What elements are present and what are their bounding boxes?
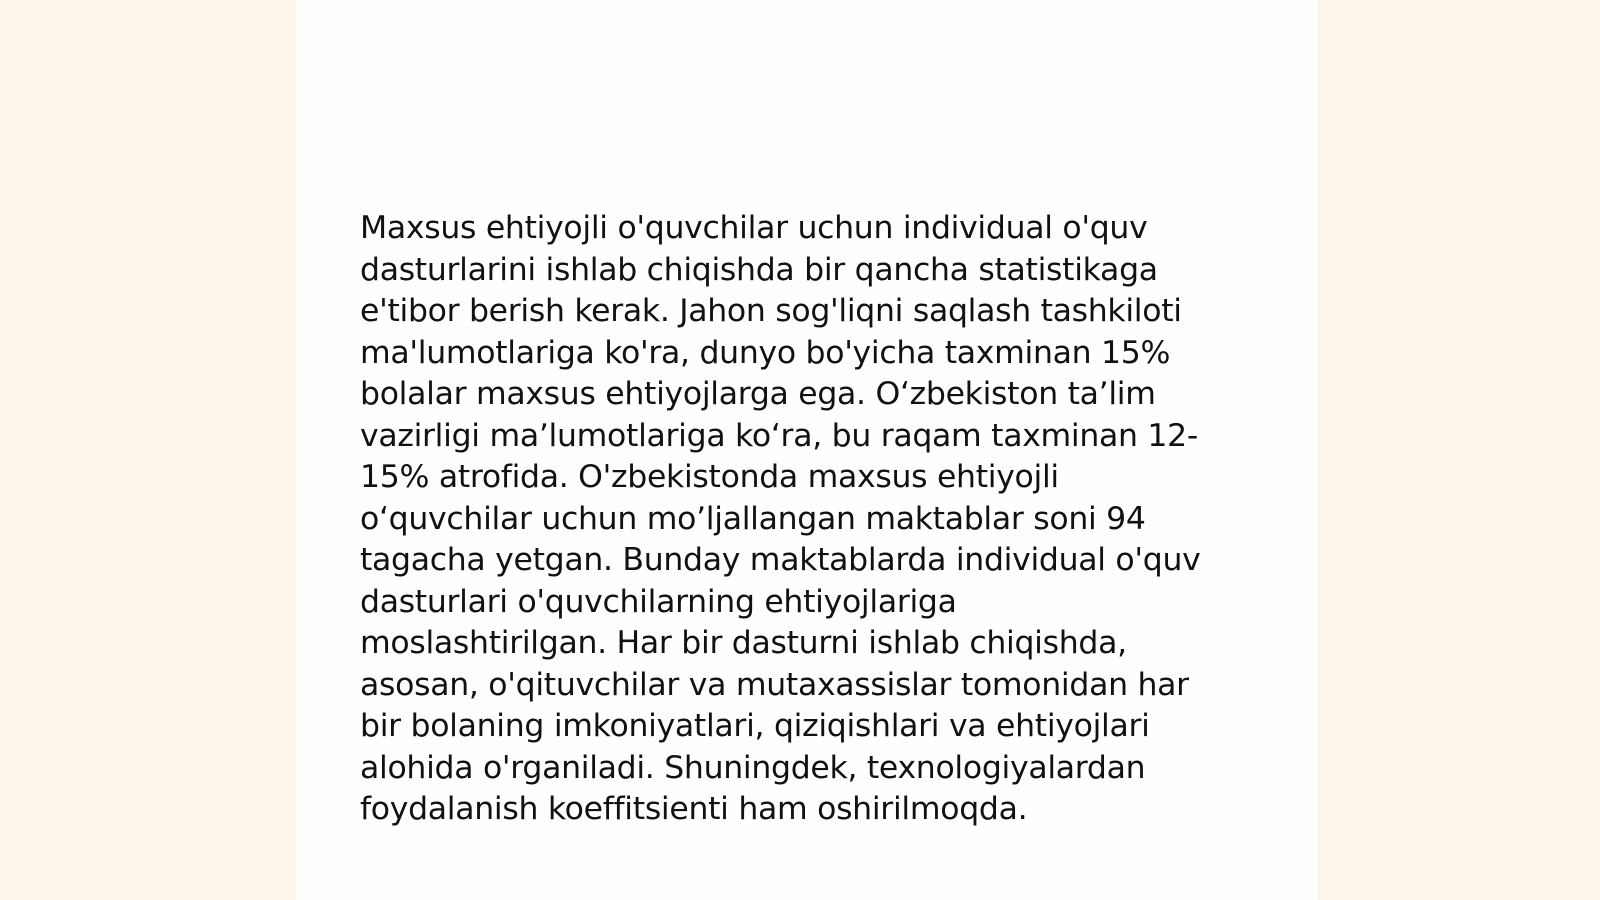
text-line: ma'lumotlariga ko'ra, dunyo bo'yicha taxminan 15% xyxy=(360,334,1171,371)
text-line: alohida o'rganiladi. Shuningdek, texnologiyalardan xyxy=(360,749,1146,786)
text-line: o‘quvchilar uchun mo’ljallangan maktablar soni 94 xyxy=(360,500,1146,537)
text-line: moslashtirilgan. Har bir dasturni ishlab chiqishda, xyxy=(360,625,1127,661)
text-line: e'tibor berish kerak. Jahon sog'liqni saqlash tashkiloti xyxy=(360,293,1182,329)
text-line: dasturlari o'quvchilarning ehtiyojlariga xyxy=(360,583,957,620)
text-line: asosan, o'qituvchilar va mutaxassislar tomonidan har xyxy=(360,666,1189,703)
text-line: vazirligi ma’lumotlariga ko‘ra, bu raqam taxminan 12- xyxy=(360,417,1198,454)
text-line: Maxsus ehtiyojli o'quvchilar uchun individual o'quv xyxy=(360,210,1148,246)
text-line: bir bolaning imkoniyatlari, qiziqishlari va ehtiyojlari xyxy=(360,708,1150,744)
text-line: foydalanish koeffitsienti ham oshirilmoqda. xyxy=(360,791,1028,827)
document-page xyxy=(296,0,1318,900)
body-paragraph xyxy=(360,208,1250,831)
text-line: dasturlarini ishlab chiqishda bir qancha statistikaga xyxy=(360,251,1158,288)
text-line: tagacha yetgan. Bunday maktablarda individual o'quv xyxy=(360,542,1201,578)
text-line: 15% atrofida. O'zbekistonda maxsus ehtiyojli xyxy=(360,459,1059,495)
text-line: bolalar maxsus ehtiyojlarga ega. O‘zbekiston ta’lim xyxy=(360,376,1156,412)
